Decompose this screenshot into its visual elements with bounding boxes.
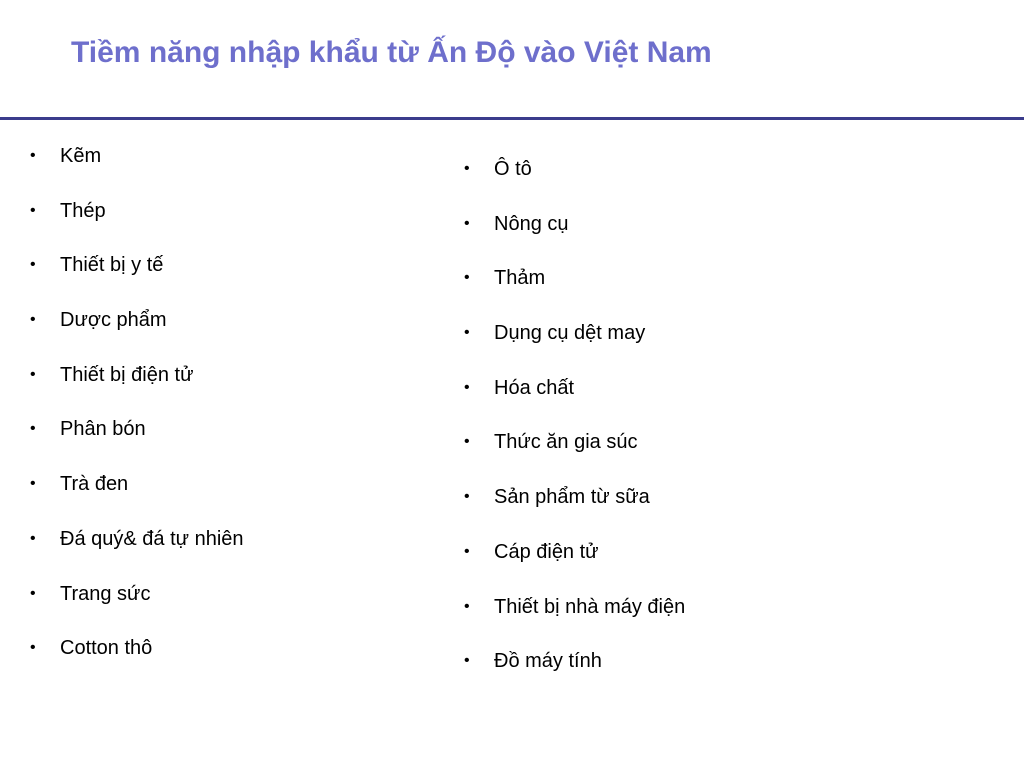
list-item [464, 154, 685, 209]
bullet-icon: • [30, 639, 36, 657]
bullet-icon: • [30, 256, 36, 274]
list-item [30, 305, 244, 360]
title-divider [0, 117, 1024, 120]
list-item [30, 196, 244, 251]
bullet-icon: • [464, 324, 470, 342]
list-item-text: Cotton thô [60, 637, 153, 660]
list-item [30, 360, 244, 415]
bullet-icon: • [464, 488, 470, 506]
list-item [464, 263, 685, 318]
list-item-text: Trà đen [60, 473, 129, 496]
bullet-icon: • [30, 311, 36, 329]
list-item [464, 209, 685, 264]
list-item-text: Thiết bị y tế [60, 254, 164, 277]
list-item-text: Ô tô [494, 158, 532, 180]
bullet-icon: • [464, 214, 470, 232]
list-item [30, 579, 244, 634]
list-item-text: Sản phẩm từ sữa [494, 486, 650, 509]
list-item-text: Cáp điện tử [494, 540, 599, 563]
list-item-text: Nông cụ [494, 212, 569, 235]
list-item-text: Thảm [494, 267, 546, 290]
list-item [464, 646, 685, 701]
bullet-icon: • [464, 433, 470, 451]
list-item [30, 414, 244, 469]
list-item [30, 633, 244, 688]
list-item-text: Dụng cụ dệt may [494, 322, 646, 345]
list-item [30, 469, 244, 524]
list-item-text: Thiết bị điện tử [60, 363, 194, 386]
list-item-text: Trang sức [60, 582, 151, 605]
bullet-icon: • [464, 542, 470, 560]
list-item-text: Đồ máy tính [494, 650, 602, 673]
list-item [464, 537, 685, 592]
bullet-icon: • [464, 652, 470, 670]
list-item-text: Hóa chất [494, 376, 575, 399]
list-item [464, 318, 685, 373]
list-item-text: Thức ăn gia súc [494, 431, 638, 454]
list-item-text: Phân bón [60, 418, 146, 441]
list-item-text: Dược phẩm [60, 309, 167, 332]
list-item [30, 250, 244, 305]
slide-title: Tiềm năng nhập khẩu từ Ấn Độ vào Việt Nam [71, 36, 712, 69]
list-item-text: Thiết bị nhà máy điện [494, 595, 686, 618]
bullet-icon: • [30, 420, 36, 438]
list-item [464, 427, 685, 482]
list-item [30, 141, 244, 196]
bullet-icon: • [464, 597, 470, 615]
bullet-icon: • [464, 378, 470, 396]
bullet-icon: • [30, 475, 36, 493]
bullet-icon: • [464, 160, 470, 177]
bullet-icon: • [30, 147, 36, 164]
left-bullet-list [30, 141, 244, 688]
bullet-icon: • [30, 584, 36, 602]
list-item [464, 373, 685, 428]
list-item-text: Thép [60, 199, 106, 222]
bullet-icon: • [30, 365, 36, 383]
bullet-icon: • [30, 529, 36, 547]
list-item-text: Đá quý& đá tự nhiên [60, 527, 244, 550]
list-item [464, 482, 685, 537]
bullet-icon: • [464, 269, 470, 287]
list-item-text: Kẽm [60, 145, 102, 167]
right-bullet-list [464, 154, 685, 701]
list-item [30, 524, 244, 579]
bullet-icon: • [30, 201, 36, 219]
list-item [464, 592, 685, 647]
